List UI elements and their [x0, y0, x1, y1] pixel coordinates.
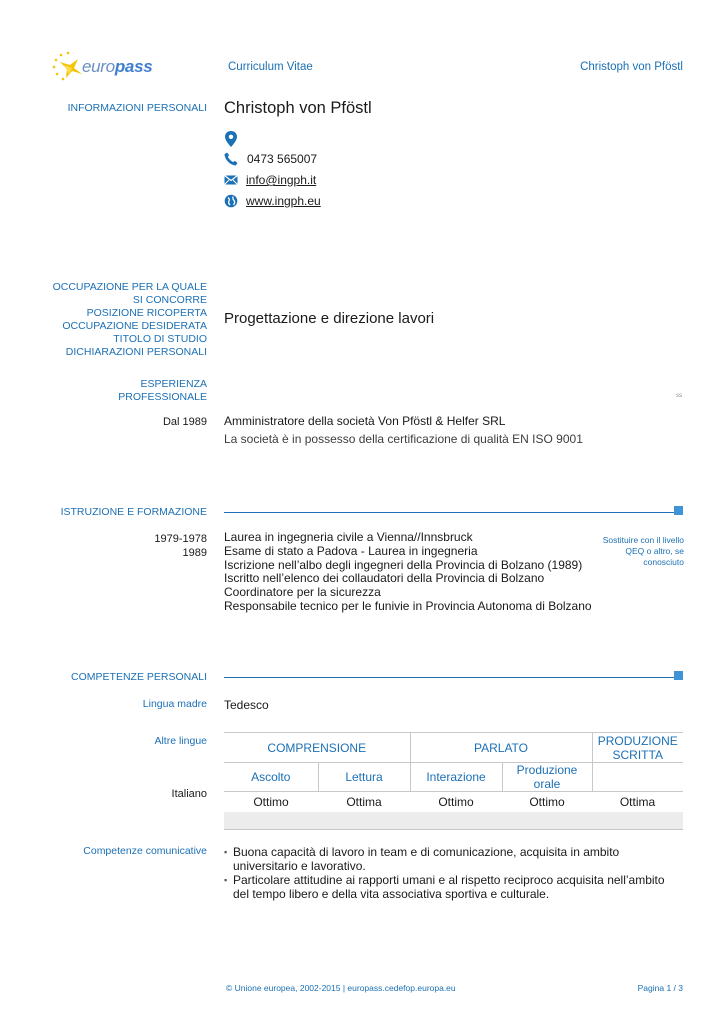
other-languages-label: Altre lingue: [154, 735, 207, 747]
mother-tongue-value: Tedesco: [224, 698, 269, 712]
communication-label: Competenze comunicative: [83, 845, 207, 857]
experience-label-line: ESPERIENZA: [140, 378, 207, 390]
listening-header: Ascolto: [224, 763, 318, 792]
address-pin-icon: [224, 131, 238, 152]
education-items: [224, 531, 592, 614]
education-dates: [154, 533, 207, 560]
education-note-line: conosciuto: [643, 557, 684, 567]
speaking-header: PARLATO: [410, 733, 592, 763]
interaction-header: Interazione: [410, 763, 502, 792]
reading-header: Lettura: [318, 763, 410, 792]
writing-value: Ottima: [619, 794, 656, 809]
education-note-line: Sostituire con il livello: [602, 535, 684, 545]
comprehension-header: COMPRENSIONE: [224, 733, 410, 763]
experience-date: Dal 1989: [162, 416, 207, 428]
oral-production-header: Produzione orale: [502, 763, 592, 792]
writing-header: [592, 733, 683, 763]
position-label: POSIZIONE RICOPERTA: [86, 307, 207, 319]
writing-subheader-empty: [592, 763, 683, 792]
education-note-line: QEQ o altro, se: [625, 546, 684, 556]
experience-label: [118, 378, 207, 404]
language-table: [224, 732, 683, 830]
writing-header-line: SCRITTA: [612, 747, 663, 762]
language-table-header: [224, 733, 683, 763]
language-row: [224, 792, 683, 812]
skills-label: COMPETENZE PERSONALI: [71, 671, 207, 683]
education-item: Responsabile tecnico per le funivie in Provincia Autonoma di Bolzano: [224, 598, 592, 613]
listening-value: Ottimo: [253, 794, 289, 809]
europass-wordmark: europass: [82, 57, 153, 76]
education-label: ISTRUZIONE E FORMAZIONE: [60, 506, 207, 518]
experience-detail: La società è in possesso della certificazione di qualità EN ISO 9001: [224, 432, 583, 446]
experience-label-line: PROFESSIONALE: [118, 391, 207, 403]
education-date: 1989: [182, 546, 207, 559]
communication-item: ▪ Particolare attitudine ai rapporti umani e al rispetto reciproco acquisita nell’ambito del tempo libero e della vita associativa sportiva e culturale.: [224, 873, 680, 901]
communication-list: [224, 845, 680, 901]
email-icon: [224, 173, 238, 187]
footer-page-number: Pagina 1 / 3: [637, 983, 683, 993]
mother-tongue-label: Lingua madre: [142, 698, 207, 710]
phone-row: [224, 152, 317, 166]
doc-title: Curriculum Vitae: [228, 61, 313, 73]
position-value: Progettazione e direzione lavori: [224, 310, 435, 327]
education-item: Laurea in ingegneria civile a Vienna//Innsbruck: [224, 530, 473, 544]
website-link[interactable]: www.ingph.eu: [246, 194, 321, 208]
education-date: 1979-1978: [154, 533, 207, 545]
education-note: [603, 535, 684, 568]
position-label: SI CONCORRE: [132, 294, 207, 306]
reading-value: Ottima: [346, 794, 382, 809]
phone-number: 0473 565007: [247, 152, 318, 166]
header-person-name: Christoph von Pföstl: [580, 61, 683, 73]
language-certificate-row: [224, 812, 683, 830]
language-name: Italiano: [171, 788, 207, 800]
position-label: DICHIARAZIONI PERSONALI: [65, 346, 207, 358]
oral-production-value: Ottimo: [529, 794, 565, 809]
education-item: Esame di stato a Padova - Laurea in ingegneria: [224, 543, 478, 558]
position-label: OCCUPAZIONE PER LA QUALE: [52, 281, 207, 293]
education-divider-square: [674, 506, 683, 515]
position-labels: [53, 281, 207, 359]
education-item: Iscritto nell’elenco dei collaudatori della Provincia di Bolzano: [224, 571, 545, 586]
certificate-cell: [224, 812, 683, 830]
experience-title: Amministratore della società Von Pföstl & Helfer SRL: [224, 414, 506, 428]
skills-divider-square: [674, 671, 683, 680]
education-item: Coordinatore per la sicurezza: [224, 585, 381, 600]
writing-header-line: PRODUZIONE: [597, 733, 678, 748]
education-item: Iscrizione nell’albo degli ingegneri della Provincia di Bolzano (1989): [224, 557, 583, 572]
email-link[interactable]: info@ingph.it: [246, 173, 317, 187]
globe-icon: [224, 194, 238, 208]
position-label: TITOLO DI STUDIO: [113, 333, 207, 345]
personal-info-label: INFORMAZIONI PERSONALI: [67, 102, 207, 114]
communication-item: ▪ Buona capacità di lavoro in team e di comunicazione, acquisita in ambito universitario e lavorativo.: [224, 845, 680, 873]
position-label: OCCUPAZIONE DESIDERATA: [62, 320, 207, 332]
language-table-subheader: [224, 763, 683, 792]
phone-icon: [224, 152, 238, 166]
website-row: [224, 194, 321, 208]
skills-divider: [224, 677, 674, 678]
email-row: [224, 173, 316, 187]
interaction-value: Ottimo: [438, 794, 474, 809]
experience-marker: ss: [676, 393, 682, 399]
cv-name: Christoph von Pföstl: [224, 99, 372, 117]
education-divider: [224, 512, 674, 513]
footer-copyright: © Unione europea, 2002-2015 | europass.cedefop.europa.eu: [226, 983, 456, 993]
